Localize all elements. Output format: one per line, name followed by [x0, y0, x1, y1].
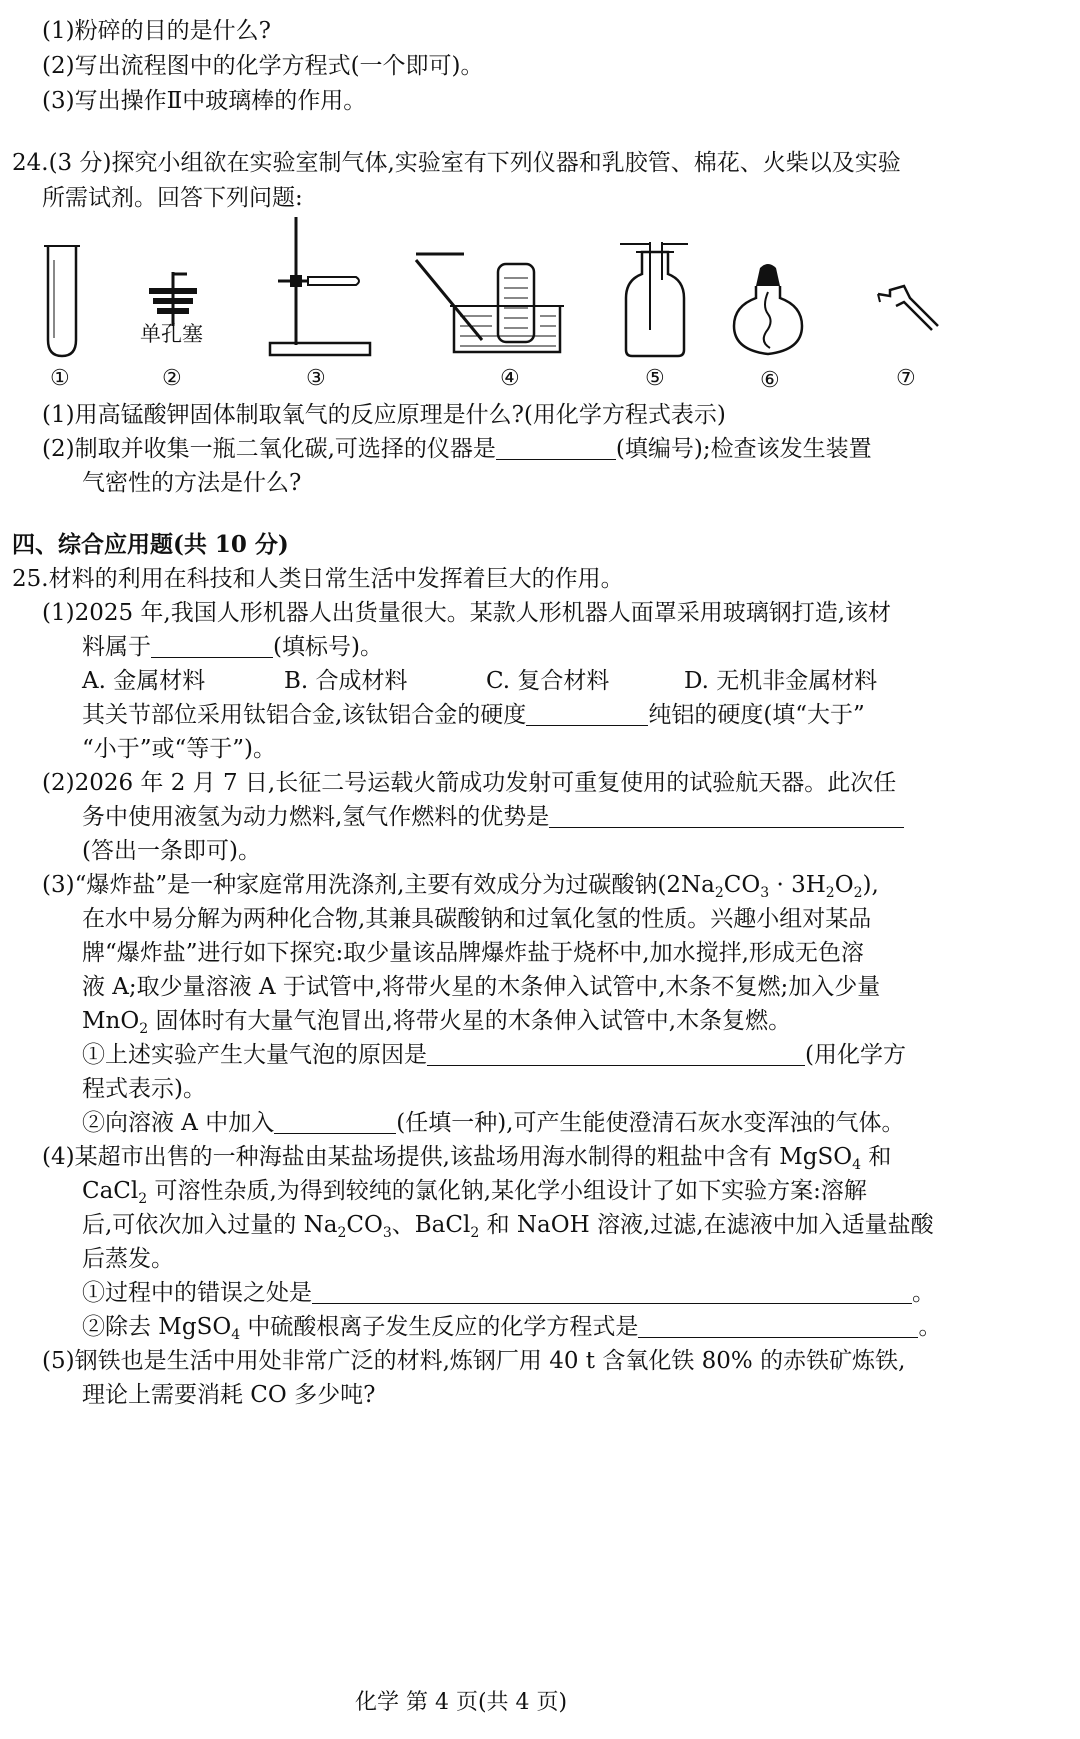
option-a: A. 金属材料: [82, 668, 206, 694]
page-footer: 化学 第 4 页(共 4 页): [355, 1690, 568, 1715]
q23-sub3: (3)写出操作Ⅱ中玻璃棒的作用。: [42, 88, 367, 114]
apparatus-label-6: ⑥: [760, 368, 780, 393]
q23-sub2: (2)写出流程图中的化学方程式(一个即可)。: [42, 53, 484, 79]
test-tube-figure: [42, 240, 82, 360]
q24-sub2: (2)制取并收集一瓶二氧化碳,可选择的仪器是 (填编号);检查该发生装置: [42, 432, 872, 466]
q24-line1: (3 分)探究小组欲在实验室制气体,实验室有下列仪器和乳胶管、棉花、火柴以及实验: [48, 150, 901, 176]
q25-p1-line1: (1)2025 年,我国人形机器人出货量很大。某款人形机器人面罩采用玻璃钢打造,该材: [42, 600, 892, 626]
q25-material-blank[interactable]: [151, 631, 273, 658]
q25-p3-line7: 程式表示)。: [82, 1076, 206, 1102]
apparatus-label-1: ①: [50, 366, 70, 391]
q25-p3-line1: (3)“爆炸盐”是一种家庭常用洗涤剂,主要有效成分为过碳酸钠$(2Na_2CO_3 \cdot 3H_2O_2)$,: [42, 872, 879, 901]
q25-p1-line2: 料属于 (填标号)。: [82, 630, 383, 664]
q25-p4-line2: CaCl$_2$ 可溶性杂质,为得到较纯的氯化钠,某化学小组设计了如下实验方案:溶解: [82, 1178, 867, 1207]
q25-p5-line1: (5)钢铁也是生活中用处非常广泛的材料,炼钢厂用 40 t 含氧化铁 80% 的赤铁矿炼铁,: [42, 1348, 906, 1374]
q25-p5-line2: 理论上需要消耗 CO 多少吨?: [82, 1382, 376, 1408]
alcohol-lamp-figure: [728, 262, 808, 362]
gas-bottle-figure: [620, 240, 690, 360]
section-title: 四、综合应用题(共 10 分): [12, 531, 289, 558]
q25-p3-line3: 牌“爆炸盐”进行如下探究:取少量该品牌爆炸盐于烧杯中,加水搅拌,形成无色溶: [82, 940, 864, 966]
apparatus-label-5: ⑤: [645, 366, 665, 391]
water-trough-figure: [412, 252, 572, 362]
q25-p4-line3: 后,可依次加入过量的 $Na_2CO_3$、BaCl$_2$ 和 NaOH 溶液,过滤,在滤液中加入适量盐酸: [82, 1212, 934, 1241]
q23-sub1: (1)粉碎的目的是什么?: [42, 18, 271, 44]
q25-hardness-blank[interactable]: [526, 699, 648, 726]
q25-hydrogen-blank[interactable]: [549, 801, 904, 828]
q25-error-blank[interactable]: [312, 1277, 912, 1304]
q25-intro: 25.材料的利用在科技和人类日常生活中发挥着巨大的作用。: [12, 566, 624, 592]
q24-number: 24.(3 分)探究小组欲在实验室制气体,实验室有下列仪器和乳胶管、棉花、火柴以及实验: [12, 150, 901, 176]
q25-bubble-equation-blank[interactable]: [427, 1039, 805, 1066]
q25-p1-line4: 其关节部位采用钛铝合金,该钛铝合金的硬度 纯铝的硬度(填“大于”: [82, 698, 865, 732]
q25-p3-line2: 在水中易分解为两种化合物,其兼具碳酸钠和过氧化氢的性质。兴趣小组对某品: [82, 906, 872, 932]
q25-p1-line5: “小于”或“等于”)。: [82, 736, 277, 762]
q25-p4-line4: 后蒸发。: [82, 1246, 174, 1272]
q25-p2-line1: (2)2026 年 2 月 7 日,长征二号运载火箭成功发射可重复使用的试验航天器。此次任: [42, 770, 897, 796]
q25-p3-line4: 液 A;取少量溶液 A 于试管中,将带火星的木条伸入试管中,木条不复燃;加入少量: [82, 974, 881, 1000]
q24-line2: 所需试剂。回答下列问题:: [42, 185, 303, 211]
q25-p3-line6: ①上述实验产生大量气泡的原因是 (用化学方: [82, 1038, 906, 1072]
q25-p2-line2: 务中使用液氢为动力燃料,氢气作燃料的优势是: [82, 800, 904, 834]
q24-apparatus-blank[interactable]: [496, 433, 616, 460]
apparatus-label-3: ③: [306, 366, 326, 391]
option-d: D. 无机非金属材料: [684, 668, 878, 694]
q24-sub2-cont: 气密性的方法是什么?: [82, 470, 302, 496]
q25-reagent-blank[interactable]: [274, 1107, 396, 1134]
q25-p3-line8: ②向溶液 A 中加入 (任填一种),可产生能使澄清石灰水变浑浊的气体。: [82, 1106, 905, 1140]
q25-p3-line5: MnO$_2$ 固体时有大量气泡冒出,将带火星的木条伸入试管中,木条复燃。: [82, 1008, 792, 1037]
option-c: C. 复合材料: [486, 668, 610, 694]
stopper-caption: 单孔塞: [140, 322, 203, 346]
apparatus-label-2: ②: [162, 366, 182, 391]
q25-sulfate-equation-blank[interactable]: [638, 1311, 918, 1338]
q25-p2-line3: (答出一条即可)。: [82, 838, 261, 864]
q24-sub1: (1)用高锰酸钾固体制取氧气的反应原理是什么?(用化学方程式表示): [42, 402, 726, 428]
apparatus-label-7: ⑦: [896, 366, 916, 391]
q25-options: [82, 664, 877, 698]
iron-stand-figure: [268, 215, 378, 360]
apparatus-label-4: ④: [500, 366, 520, 391]
q25-p4-line5: ①过程中的错误之处是 。: [82, 1276, 935, 1310]
option-b: B. 合成材料: [284, 668, 408, 694]
glass-nozzle-figure: [876, 282, 946, 332]
q25-p4-line6: ②除去 MgSO$_4$ 中硫酸根离子发生反应的化学方程式是 。: [82, 1310, 941, 1344]
q25-p4-line1: (4)某超市出售的一种海盐由某盐场提供,该盐场用海水制得的粗盐中含有 MgSO$_4$ 和: [42, 1144, 892, 1173]
